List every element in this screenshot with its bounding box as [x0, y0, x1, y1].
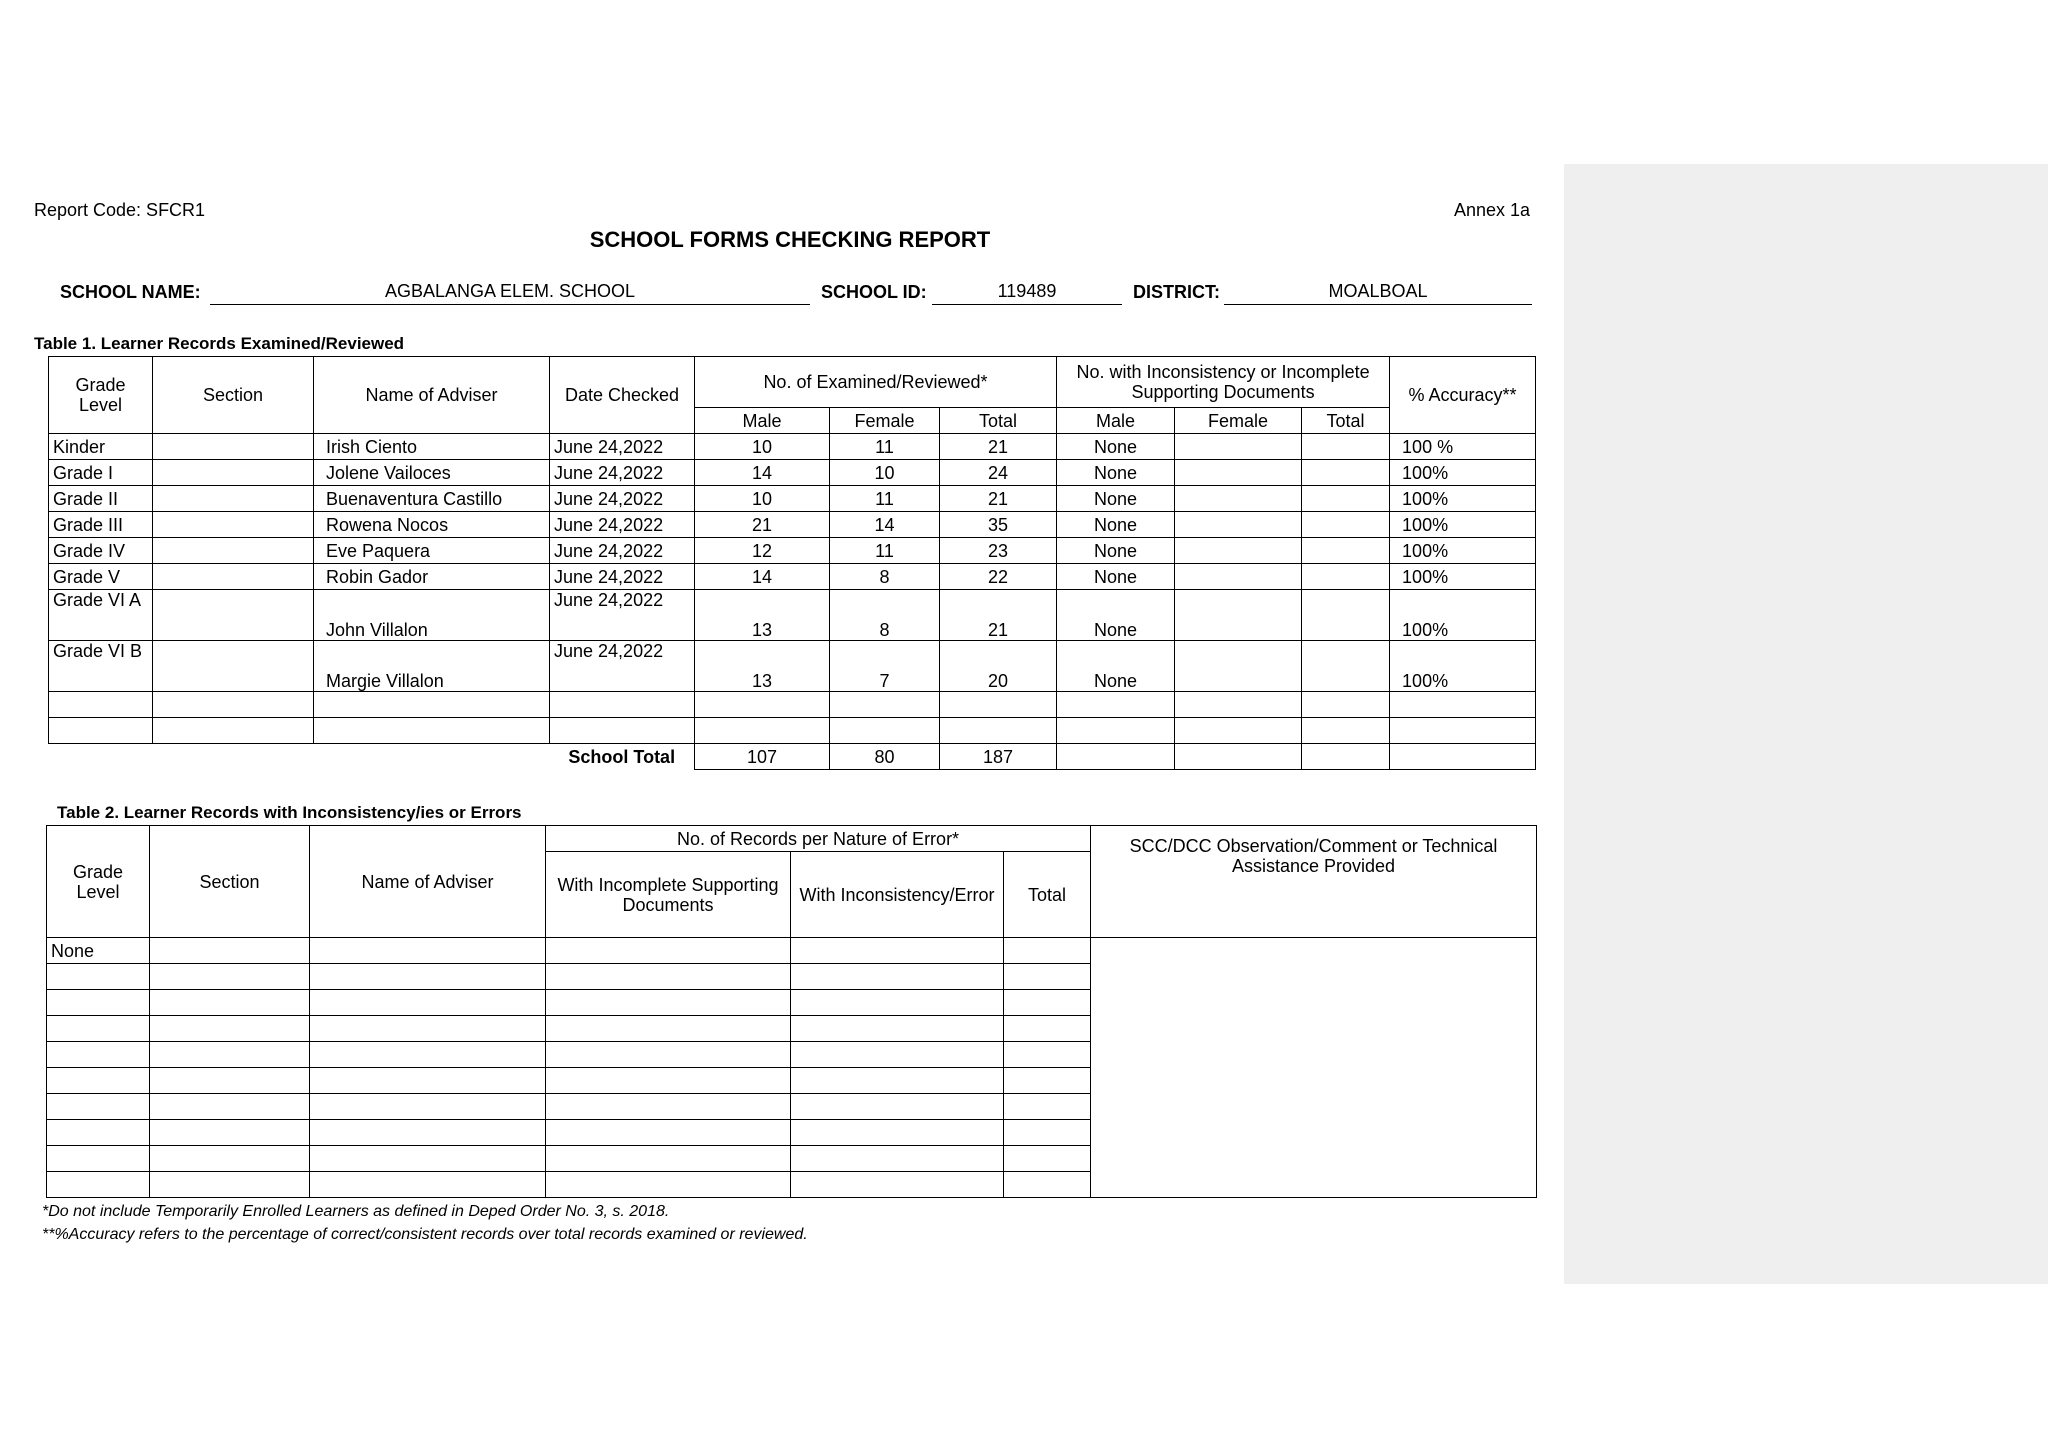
t2-cell [546, 1016, 791, 1042]
t1-cell-male: 14 [695, 460, 830, 486]
report-code: Report Code: SFCR1 [34, 200, 206, 220]
t2-cell [546, 938, 791, 964]
t2-cell [310, 990, 546, 1016]
t1-cell-section [153, 512, 314, 538]
t2-cell [150, 1016, 310, 1042]
t1-cell-inc-total [1302, 641, 1390, 692]
t1-cell-inc-male: None [1057, 486, 1175, 512]
t2-cell [1004, 1042, 1091, 1068]
t1-empty-cell [830, 692, 940, 718]
t1-cell-grade: Grade VI A [49, 590, 153, 641]
t2-cell [150, 1094, 310, 1120]
footnote-2: **%Accuracy refers to the percentage of correct/consistent records over total records examined or reviewed. [42, 1226, 808, 1243]
school-name-value: AGBALANGA ELEM. SCHOOL [210, 280, 810, 305]
school-id-value: 119489 [932, 280, 1122, 305]
side-panel [1564, 164, 2048, 1284]
district-value: MOALBOAL [1224, 280, 1532, 305]
t1-empty-cell [1302, 692, 1390, 718]
t1-cell-male: 14 [695, 564, 830, 590]
t1-cell-date: June 24,2022 [550, 460, 695, 486]
t1-cell-inc-female [1175, 564, 1302, 590]
t1-cell-adviser: John Villalon [314, 590, 550, 641]
t2-cell [546, 1146, 791, 1172]
t1-cell-inc-female [1175, 641, 1302, 692]
t1-empty-cell [49, 692, 153, 718]
t1-cell-accuracy: 100% [1390, 590, 1536, 641]
school-total-female: 80 [830, 744, 940, 770]
t2-cell [150, 990, 310, 1016]
t1-cell-female: 11 [830, 434, 940, 460]
t1-cell-inc-total [1302, 460, 1390, 486]
t1-cell-section [153, 564, 314, 590]
t1-empty-cell [695, 692, 830, 718]
t1-empty-cell [153, 718, 314, 744]
t1-cell-adviser: Margie Villalon [314, 641, 550, 692]
t1-cell-inc-female [1175, 460, 1302, 486]
t2-cell [1004, 1016, 1091, 1042]
t1-empty-cell [830, 718, 940, 744]
t1-cell-date: June 24,2022 [550, 641, 695, 692]
t1-cell-female: 11 [830, 538, 940, 564]
table-row [49, 590, 1536, 641]
t1-cell-adviser: Buenaventura Castillo [314, 486, 550, 512]
t1-cell-date: June 24,2022 [550, 512, 695, 538]
t1-cell-total: 20 [940, 641, 1057, 692]
t2-observation-area [1091, 938, 1537, 1198]
t2-head-incomplete: With Incomplete Supporting Documents [546, 852, 791, 938]
t2-cell [310, 1068, 546, 1094]
t1-head-inc-total: Total [1302, 408, 1390, 434]
t1-cell-adviser: Eve Paquera [314, 538, 550, 564]
t2-cell [1004, 964, 1091, 990]
t1-cell-section [153, 538, 314, 564]
t2-cell [791, 938, 1004, 964]
t1-cell-inc-female [1175, 486, 1302, 512]
t1-cell-section [153, 641, 314, 692]
t1-cell-date: June 24,2022 [550, 486, 695, 512]
t1-empty-cell [550, 718, 695, 744]
t1-cell-inc-female [1175, 538, 1302, 564]
t1-cell-inc-male: None [1057, 512, 1175, 538]
district-label: DISTRICT: [1133, 282, 1220, 302]
table-row [47, 938, 1537, 964]
t2-head-adviser: Name of Adviser [310, 826, 546, 938]
t1-cell-male: 13 [695, 641, 830, 692]
t1-empty-cell [940, 718, 1057, 744]
t1-cell-inc-male: None [1057, 538, 1175, 564]
t1-cell-inc-total [1302, 486, 1390, 512]
t2-cell [546, 1042, 791, 1068]
table-row [49, 641, 1536, 692]
t1-cell-accuracy: 100% [1390, 538, 1536, 564]
t2-head-observation: SCC/DCC Observation/Comment or Technical Assistance Provided [1091, 826, 1537, 938]
t2-cell [310, 938, 546, 964]
t1-cell-inc-total [1302, 512, 1390, 538]
t1-cell-total: 22 [940, 564, 1057, 590]
t1-cell-inc-total [1302, 434, 1390, 460]
table2-caption: Table 2. Learner Records with Inconsistency/ies or Errors [57, 803, 522, 822]
t1-cell-accuracy: 100 % [1390, 434, 1536, 460]
school-total-total: 187 [940, 744, 1057, 770]
t2-cell-grade [47, 1172, 150, 1198]
t2-head-section: Section [150, 826, 310, 938]
footnote-1: *Do not include Temporarily Enrolled Learners as defined in Deped Order No. 3, s. 2018. [42, 1203, 670, 1220]
t1-cell-grade: Grade VI B [49, 641, 153, 692]
t1-cell-total: 21 [940, 434, 1057, 460]
t2-head-inconsistency: With Inconsistency/Error [791, 852, 1004, 938]
t2-cell [150, 1068, 310, 1094]
t1-cell-section [153, 590, 314, 641]
t2-cell [791, 1016, 1004, 1042]
school-name-label: SCHOOL NAME: [60, 282, 201, 302]
t1-cell-section [153, 434, 314, 460]
table-row-empty [49, 692, 1536, 718]
t1-empty-cell [1390, 692, 1536, 718]
t1-head-section: Section [153, 357, 314, 434]
t2-cell-grade: None [47, 938, 150, 964]
t2-cell [791, 1068, 1004, 1094]
page-title: SCHOOL FORMS CHECKING REPORT [589, 227, 991, 252]
t1-empty-cell [695, 718, 830, 744]
t1-empty-cell [940, 692, 1057, 718]
t2-cell [1004, 990, 1091, 1016]
t1-empty-cell [550, 692, 695, 718]
t1-cell-inc-total [1302, 564, 1390, 590]
t2-cell [791, 1172, 1004, 1198]
t2-cell-grade [47, 1120, 150, 1146]
t2-cell [150, 1172, 310, 1198]
t1-empty-cell [1057, 692, 1175, 718]
table-row [49, 460, 1536, 486]
t1-empty-cell [1302, 718, 1390, 744]
t1-head-adviser: Name of Adviser [314, 357, 550, 434]
t1-cell-accuracy: 100% [1390, 564, 1536, 590]
t2-cell [546, 1068, 791, 1094]
t2-cell [150, 1120, 310, 1146]
t2-cell-grade [47, 964, 150, 990]
t1-cell-inc-male: None [1057, 460, 1175, 486]
table-row [49, 512, 1536, 538]
t1-cell-date: June 24,2022 [550, 538, 695, 564]
t1-cell-female: 10 [830, 460, 940, 486]
t2-cell [791, 1042, 1004, 1068]
t1-cell-total: 21 [940, 486, 1057, 512]
t1-head-total: Total [940, 408, 1057, 434]
t2-cell [791, 990, 1004, 1016]
t1-head-grade: Grade Level [49, 357, 153, 434]
table-row [49, 538, 1536, 564]
t1-cell-adviser: Irish Ciento [314, 434, 550, 460]
t2-cell-grade [47, 1016, 150, 1042]
t2-cell-grade [47, 1146, 150, 1172]
t1-cell-grade: Grade III [49, 512, 153, 538]
table-row [49, 564, 1536, 590]
t2-cell-grade [47, 990, 150, 1016]
t1-cell-inc-male: None [1057, 590, 1175, 641]
t1-cell-inc-male: None [1057, 564, 1175, 590]
t1-cell-inc-male: None [1057, 641, 1175, 692]
t1-head-inconsistency: No. with Inconsistency or Incomplete Supporting Documents [1057, 357, 1390, 408]
t2-cell [150, 1042, 310, 1068]
t1-cell-male: 13 [695, 590, 830, 641]
t1-empty-cell [1175, 718, 1302, 744]
t2-cell [1004, 938, 1091, 964]
t1-cell-adviser: Rowena Nocos [314, 512, 550, 538]
t1-cell-accuracy: 100% [1390, 512, 1536, 538]
table-row-empty [49, 718, 1536, 744]
t2-cell-grade [47, 1042, 150, 1068]
t1-cell-section [153, 460, 314, 486]
t1-head-female: Female [830, 408, 940, 434]
t1-cell-adviser: Robin Gador [314, 564, 550, 590]
t1-empty-cell [1057, 718, 1175, 744]
t2-cell [310, 1146, 546, 1172]
table1-caption: Table 1. Learner Records Examined/Reviewed [34, 334, 405, 353]
t1-cell-inc-total [1302, 538, 1390, 564]
t2-cell [310, 1042, 546, 1068]
school-total-label: School Total [550, 744, 695, 770]
t2-head-nature: No. of Records per Nature of Error* [546, 826, 1091, 852]
t1-cell-total: 21 [940, 590, 1057, 641]
t1-empty-cell [314, 718, 550, 744]
t2-cell [150, 964, 310, 990]
t1-cell-grade: Grade II [49, 486, 153, 512]
t1-cell-date: June 24,2022 [550, 434, 695, 460]
school-total-male: 107 [695, 744, 830, 770]
t1-head-inc-male: Male [1057, 408, 1175, 434]
t1-cell-inc-female [1175, 434, 1302, 460]
t2-cell [546, 1120, 791, 1146]
t1-cell-total: 35 [940, 512, 1057, 538]
t2-cell [1004, 1146, 1091, 1172]
t1-head-date: Date Checked [550, 357, 695, 434]
t1-cell-section [153, 486, 314, 512]
t2-cell [310, 1120, 546, 1146]
t1-empty-cell [1390, 718, 1536, 744]
t2-cell [791, 964, 1004, 990]
t1-cell-female: 8 [830, 590, 940, 641]
t2-head-total: Total [1004, 852, 1091, 938]
t2-cell [1004, 1068, 1091, 1094]
t2-head-grade: Grade Level [47, 826, 150, 938]
t2-cell [310, 1094, 546, 1120]
t2-cell [546, 990, 791, 1016]
t2-cell [546, 1172, 791, 1198]
t1-cell-male: 21 [695, 512, 830, 538]
t1-cell-date: June 24,2022 [550, 564, 695, 590]
t1-empty-cell [1175, 692, 1302, 718]
t1-cell-female: 14 [830, 512, 940, 538]
t1-head-examined: No. of Examined/Reviewed* [695, 357, 1057, 408]
t1-cell-accuracy: 100% [1390, 641, 1536, 692]
t1-cell-grade: Grade V [49, 564, 153, 590]
t2-cell [791, 1094, 1004, 1120]
t2-cell [150, 1146, 310, 1172]
t2-cell [1004, 1120, 1091, 1146]
t1-cell-inc-female [1175, 512, 1302, 538]
t2-cell [546, 1094, 791, 1120]
annex-label: Annex 1a [1454, 200, 1531, 220]
t2-cell [1004, 1094, 1091, 1120]
t1-cell-total: 24 [940, 460, 1057, 486]
t2-cell [310, 1172, 546, 1198]
t2-cell [791, 1146, 1004, 1172]
t1-cell-male: 12 [695, 538, 830, 564]
table-row [49, 486, 1536, 512]
t1-cell-date: June 24,2022 [550, 590, 695, 641]
t1-cell-grade: Kinder [49, 434, 153, 460]
t1-cell-total: 23 [940, 538, 1057, 564]
t1-cell-inc-female [1175, 590, 1302, 641]
t2-cell [546, 964, 791, 990]
t1-head-male: Male [695, 408, 830, 434]
t1-empty-cell [153, 692, 314, 718]
table-row [49, 434, 1536, 460]
t1-cell-female: 7 [830, 641, 940, 692]
t1-cell-inc-total [1302, 590, 1390, 641]
t1-cell-male: 10 [695, 434, 830, 460]
t2-cell-grade [47, 1094, 150, 1120]
t1-cell-adviser: Jolene Vailoces [314, 460, 550, 486]
t1-empty-cell [314, 692, 550, 718]
table1 [48, 356, 1536, 770]
t2-cell [150, 938, 310, 964]
t1-head-inc-female: Female [1175, 408, 1302, 434]
table2 [46, 825, 1537, 1198]
t2-cell [310, 964, 546, 990]
t2-cell [1004, 1172, 1091, 1198]
t1-cell-accuracy: 100% [1390, 460, 1536, 486]
t1-cell-female: 8 [830, 564, 940, 590]
t1-cell-grade: Grade IV [49, 538, 153, 564]
t1-empty-cell [49, 718, 153, 744]
t1-cell-female: 11 [830, 486, 940, 512]
t1-cell-inc-male: None [1057, 434, 1175, 460]
t2-cell-grade [47, 1068, 150, 1094]
school-id-label: SCHOOL ID: [821, 282, 927, 302]
t1-cell-accuracy: 100% [1390, 486, 1536, 512]
t1-cell-male: 10 [695, 486, 830, 512]
t1-head-accuracy: % Accuracy** [1390, 357, 1536, 434]
t1-cell-grade: Grade I [49, 460, 153, 486]
t2-cell [791, 1120, 1004, 1146]
t2-cell [310, 1016, 546, 1042]
